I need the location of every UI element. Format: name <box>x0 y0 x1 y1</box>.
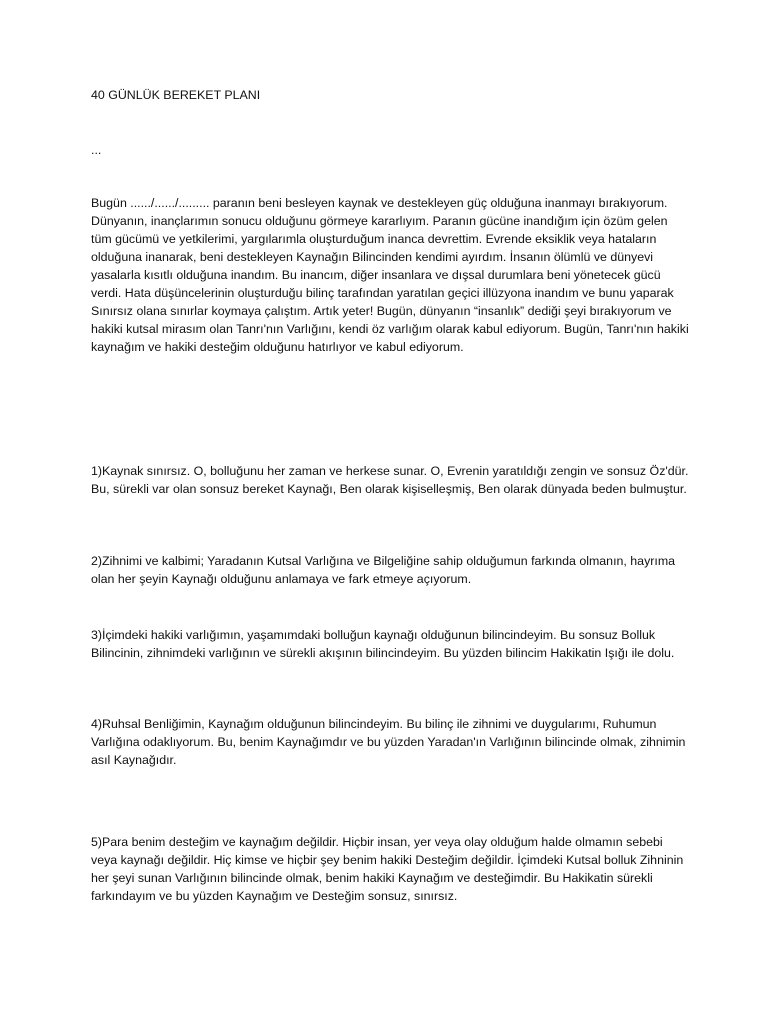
intro-paragraph: Bugün ....../....../......... paranın beni besleyen kaynak ve destekleyen güç olduğuna inanmayı bırakıyorum. Dünyanın, inançlarımın sonucu olduğunu görmeye kararlıyım. Paranın gücüne inandığım için özüm gelen tüm gücümü ve yetkilerimi, yargılarımla oluşturduğum inanca devrettim. Evrende eksiklik veya hataların olduğuna inanarak, beni destekleyen Kaynağın Bilincinden kendimi ayırdım. İnsanın ölümlü ve dünyevi yasalarla kısıtlı olduğuna inandım. Bu inancım, diğer insanlara ve dışsal durumlara beni yönetecek gücü verdi. Hata düşüncelerinin oluşturduğu bilinç tarafından yaratılan geçici illüzyona inandım ve bunu yaparak Sınırsız olana sınırlar koymaya çalıştım. Artık yeter! Bugün, dünyanın “insanlık” dediği şeyi bırakıyorum ve hakiki kutsal mirasım olan Tanrı'nın Varlığını, kendi öz varlığım olarak kabul ediyorum. Bugün, Tanrı'nın hakiki kaynağım ve hakiki desteğim olduğunu hatırlıyor ve kabul ediyorum. <box>91 196 689 354</box>
numbered-paragraph-2: 2)Zihnimi ve kalbimi; Yaradanın Kutsal Varlığına ve Bilgeliğine sahip olduğumun farkında olmanın, hayrıma olan her şeyin Kaynağı olduğunu anlamaya ve fark etmeye açıyorum. <box>91 554 676 586</box>
ellipsis-line: ... <box>91 143 102 157</box>
numbered-paragraph-1: 1)Kaynak sınırsız. O, bolluğunu her zaman ve herkese sunar. O, Evrenin yaratıldığı zengin ve sonsuz Öz'dür. Bu, sürekli var olan sonsuz bereket Kaynağı, Ben olarak kişiselleşmiş, Ben olarak dünyada beden bulmuştur. <box>91 464 689 496</box>
numbered-paragraph-4: 4)Ruhsal Benliğimin, Kaynağım olduğunun bilincindeyim. Bu bilinç ile zihnimi ve duygularımı, Ruhumun Varlığına odaklıyorum. Bu, benim Kaynağımdır ve bu yüzden Yaradan'ın Varlığının bilincinde olmak, zihnimin asıl Kaynağıdır. <box>91 717 686 767</box>
document-title: 40 GÜNLÜK BEREKET PLANI <box>91 88 261 102</box>
numbered-paragraph-5: 5)Para benim desteğim ve kaynağım değildir. Hiçbir insan, yer veya olay olduğum halde olmamın sebebi veya kaynağı değildir. Hiç kimse ve hiçbir şey benim hakiki Desteğim değildir. İçimdeki Kutsal bolluk Zihninin her şeyi sunan Varlığının bilincinde olmak, benim hakiki Kaynağım ve desteğimdir. Bu Hakikatin sürekli farkındayım ve bu yüzden Kaynağım ve Desteğim sonsuz, sınırsız. <box>91 835 684 903</box>
numbered-paragraph-3: 3)İçimdeki hakiki varlığımın, yaşamımdaki bolluğun kaynağı olduğunun bilincindeyim. Bu sonsuz Bolluk Bilincinin, zihnimdeki varlığının ve sürekli akışının bilincindeyim. Bu yüzden bilincim Hakikatin Işığı ile dolu. <box>91 628 675 660</box>
